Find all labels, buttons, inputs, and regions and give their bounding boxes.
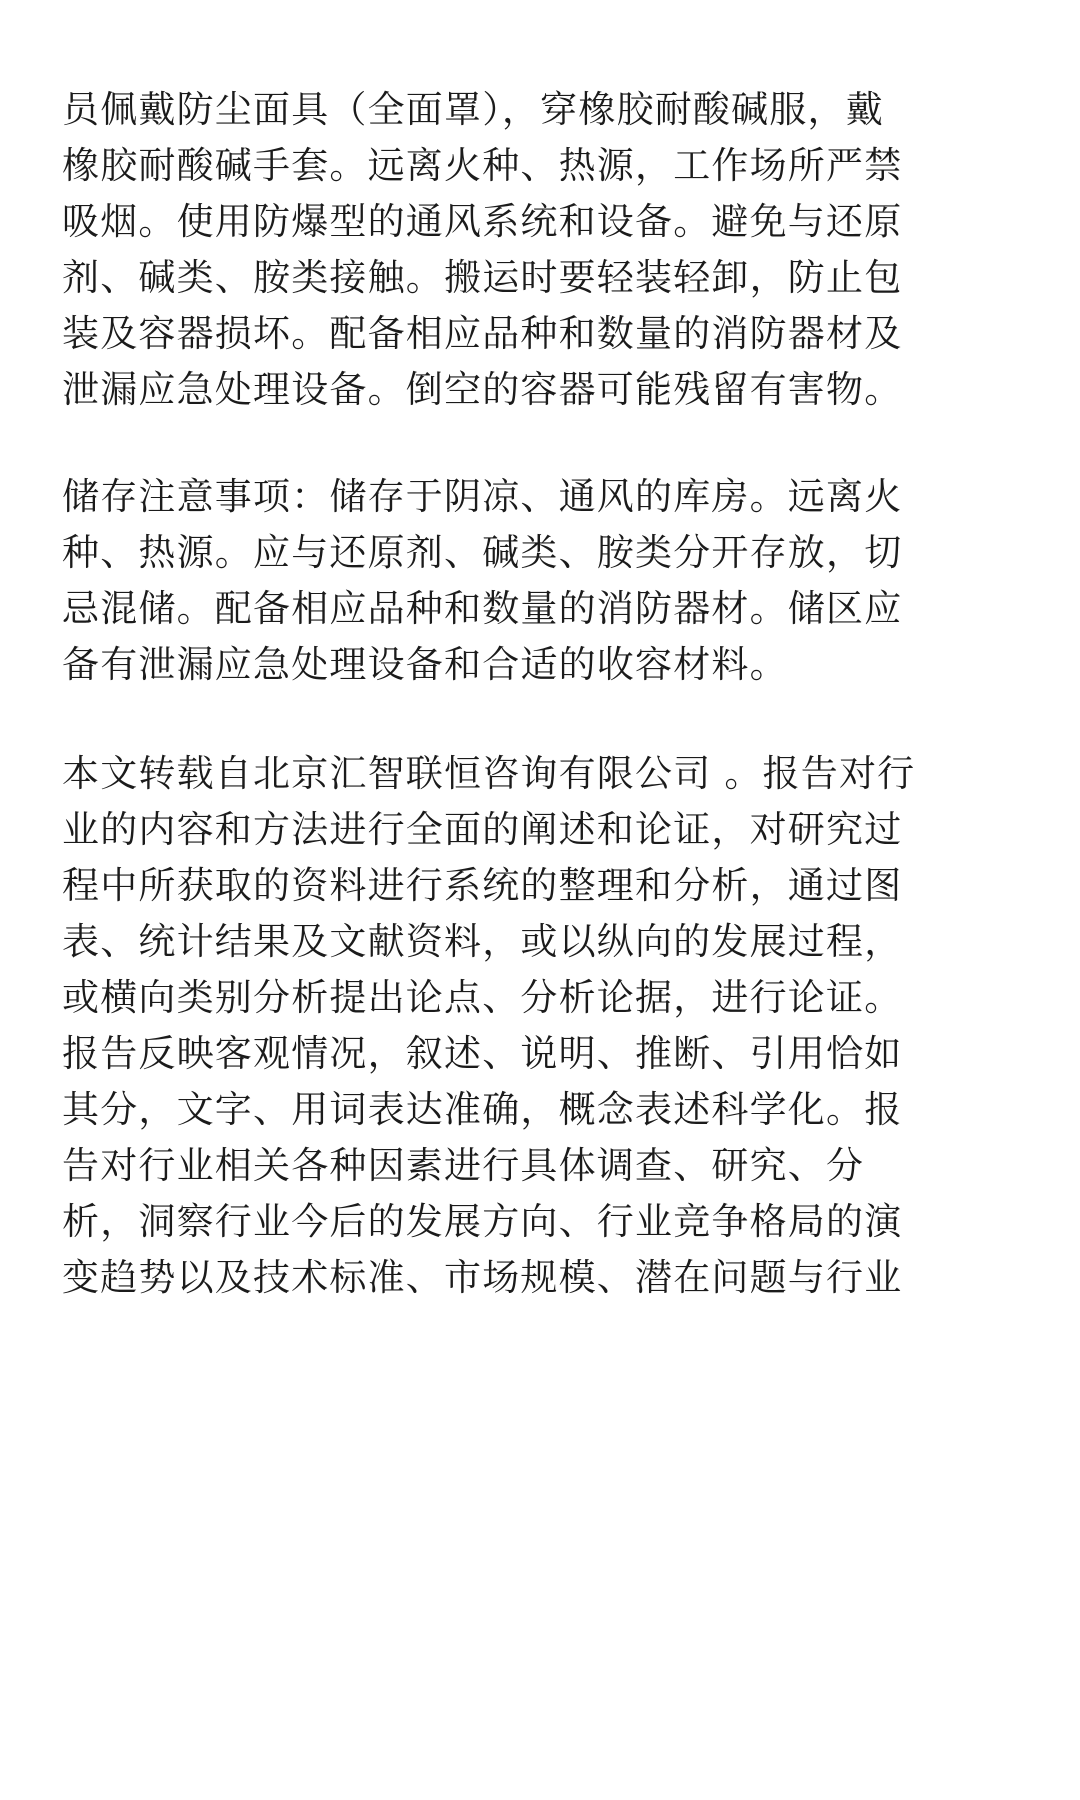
text-line: 储存注意事项：储存于阴凉、通风的库房。远离火	[62, 475, 903, 518]
text-line: 报告反映客观情况，叙述、说明、推断、引用恰如	[62, 1032, 903, 1075]
text-line: 其分，文字、用词表达准确，概念表述科学化。报	[62, 1088, 903, 1131]
text-line: 业的内容和方法进行全面的阐述和论证，对研究过	[62, 808, 903, 851]
text-line: 变趋势以及技术标准、市场规模、潜在问题与行业	[62, 1256, 903, 1299]
text-line: 备有泄漏应急处理设备和合适的收容材料。	[62, 643, 788, 686]
paragraph-source-report	[62, 746, 1032, 1306]
text-line: 橡胶耐酸碱手套。远离火种、热源，工作场所严禁	[62, 144, 903, 187]
text-line: 泄漏应急处理设备。倒空的容器可能残留有害物。	[62, 368, 903, 411]
text-line: 本文转载自北京汇智联恒咨询有限公司 。报告对行	[62, 752, 916, 795]
text-line: 员佩戴防尘面具（全面罩），穿橡胶耐酸碱服，戴	[62, 88, 884, 131]
text-line: 或横向类别分析提出论点、分析论据，进行论证。	[62, 976, 903, 1019]
text-line: 程中所获取的资料进行系统的整理和分析，通过图	[62, 864, 903, 907]
text-line: 告对行业相关各种因素进行具体调查、研究、分	[62, 1144, 865, 1187]
text-line: 剂、碱类、胺类接触。搬运时要轻装轻卸，防止包	[62, 256, 903, 299]
article-body	[62, 82, 1032, 1306]
text-line: 种、热源。应与还原剂、碱类、胺类分开存放，切	[62, 531, 903, 574]
text-line: 装及容器损坏。配备相应品种和数量的消防器材及	[62, 312, 903, 355]
paragraph-storage-notes	[62, 469, 1032, 693]
text-line: 吸烟。使用防爆型的通风系统和设备。避免与还原	[62, 200, 903, 243]
text-line: 析，洞察行业今后的发展方向、行业竞争格局的演	[62, 1200, 903, 1243]
paragraph-safety-handling	[62, 82, 1032, 418]
text-line: 表、统计结果及文献资料，或以纵向的发展过程，	[62, 920, 903, 963]
text-line: 忌混储。配备相应品种和数量的消防器材。储区应	[62, 587, 903, 630]
